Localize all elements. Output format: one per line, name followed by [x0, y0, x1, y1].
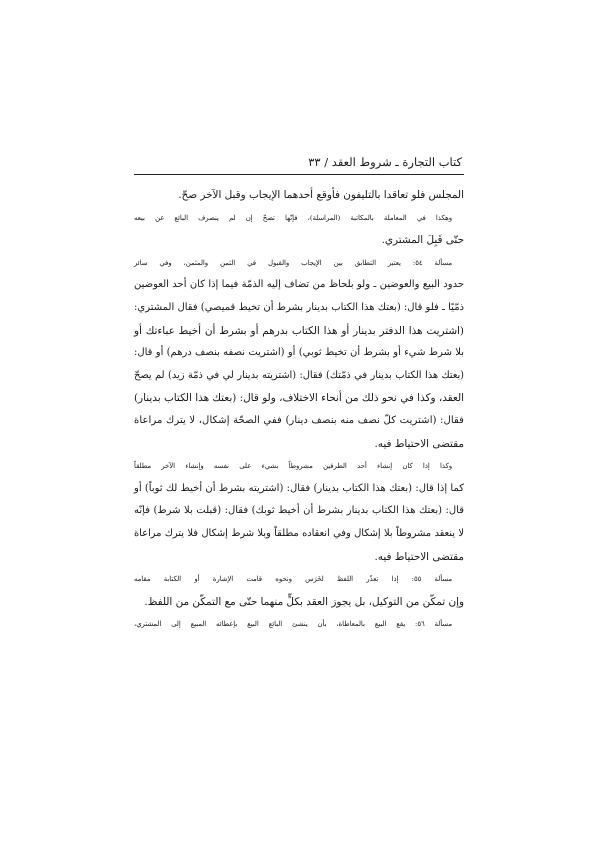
text-line: ذمّيًا ـ فلو قال: (بعتك هذا الكتاب بدينار بشرط أن تخيط قميصي) فقال المشتري:	[134, 301, 464, 313]
text-line: وهكذا في المعاملة بالمكاتبة (المراسلة)، فإنّها تصحّ إن لم ينصرف البائع عن بيعه	[134, 213, 452, 222]
text-line: مقتضى الاحتياط فيه.	[374, 550, 464, 563]
text-line: (اشتريت هذا الدفتر بدينار أو هذا الكتاب بدرهم أو بشرط أن أخيط عباءتك أو	[134, 324, 464, 337]
text-line: حدود البيع والعوضين ـ ولو بلحاظ من تضاف إليه الذمّة فيما إذا كان أحد العوضين	[134, 279, 464, 291]
running-header: كتاب التجارة ـ شروط العقد / ٣٣	[308, 155, 462, 169]
text-line: المجلس فلو تعاقدا بالتليفون فأوقع أحدهما الإيجاب وقبل الآخر صحّ.	[178, 189, 464, 201]
text-line: وكذا إذا كان إنشاء أحد الطرفين مشروطاً بشيء على نفسه وإنشاء الآخر مطلقاً	[134, 462, 452, 471]
text-line: مسألة ٥٦: يقع البيع بالمعاطاة، بأن ينشئ البائع البيع بإعطائه المبيع إلى المشتري،	[134, 620, 453, 629]
text-line: مقتضى الاحتياط فيه.	[374, 437, 464, 450]
text-line: قال: (بعتك هذا الكتاب بدينار بشرط أن أخيط ثوبك) فقال: (قبلت بلا شرط) فإنّه	[134, 505, 464, 517]
text-line: لا ينعقد مشروطاً بلا إشكال وفي انعقاده مطلقاً وبلا شرط إشكال فلا يترك مراعاة	[134, 527, 464, 539]
body-text	[134, 184, 464, 636]
text-line: فقال: (اشتريت كلّ نصف منه بنصف دينار) ففي الصحّة إشكال، لا يترك مراعاة	[134, 414, 464, 426]
text-line: حتّى قَبِلَ المشتري.	[381, 234, 464, 247]
text-line: مسألة ٥٤: يعتبر التطابق بين الإيجاب والقبول في الثمن والمثمن، وفي سائر	[134, 258, 452, 267]
header-rule	[134, 174, 464, 175]
text-line: بلا شرط شيء أو بشرط أن تخيط ثوبي) أو (اشتريت نصفه بنصف درهم) أو قال:	[134, 347, 464, 359]
text-line: مسألة ٥٥: إذا تعذّر اللفظ لخَرَس ونحوه قامت الإشارة أو الكتابة مقامه	[134, 575, 452, 584]
text-line: العقد، وكذا في نحو ذلك من أنحاء الاختلاف، ولو قال: (بعتك هذا الكتاب بدينار)	[134, 392, 464, 405]
text-line: (بعتك هذا الكتاب بدينار في ذمّتك) فقال: (اشتريته بدينار لي في ذمّة زيد) لم يصحّ	[134, 369, 464, 381]
text-line: وإن تمكّن من التوكيل، بل يجوز العقد بكلٍّ منهما حتّى مع التمكّن من اللفظ.	[144, 595, 464, 608]
text-line: كما إذا قال: (بعتك هذا الكتاب بدينار) فقال: (اشتريته بشرط أن أخيط لك ثوباً) أو	[134, 482, 464, 494]
